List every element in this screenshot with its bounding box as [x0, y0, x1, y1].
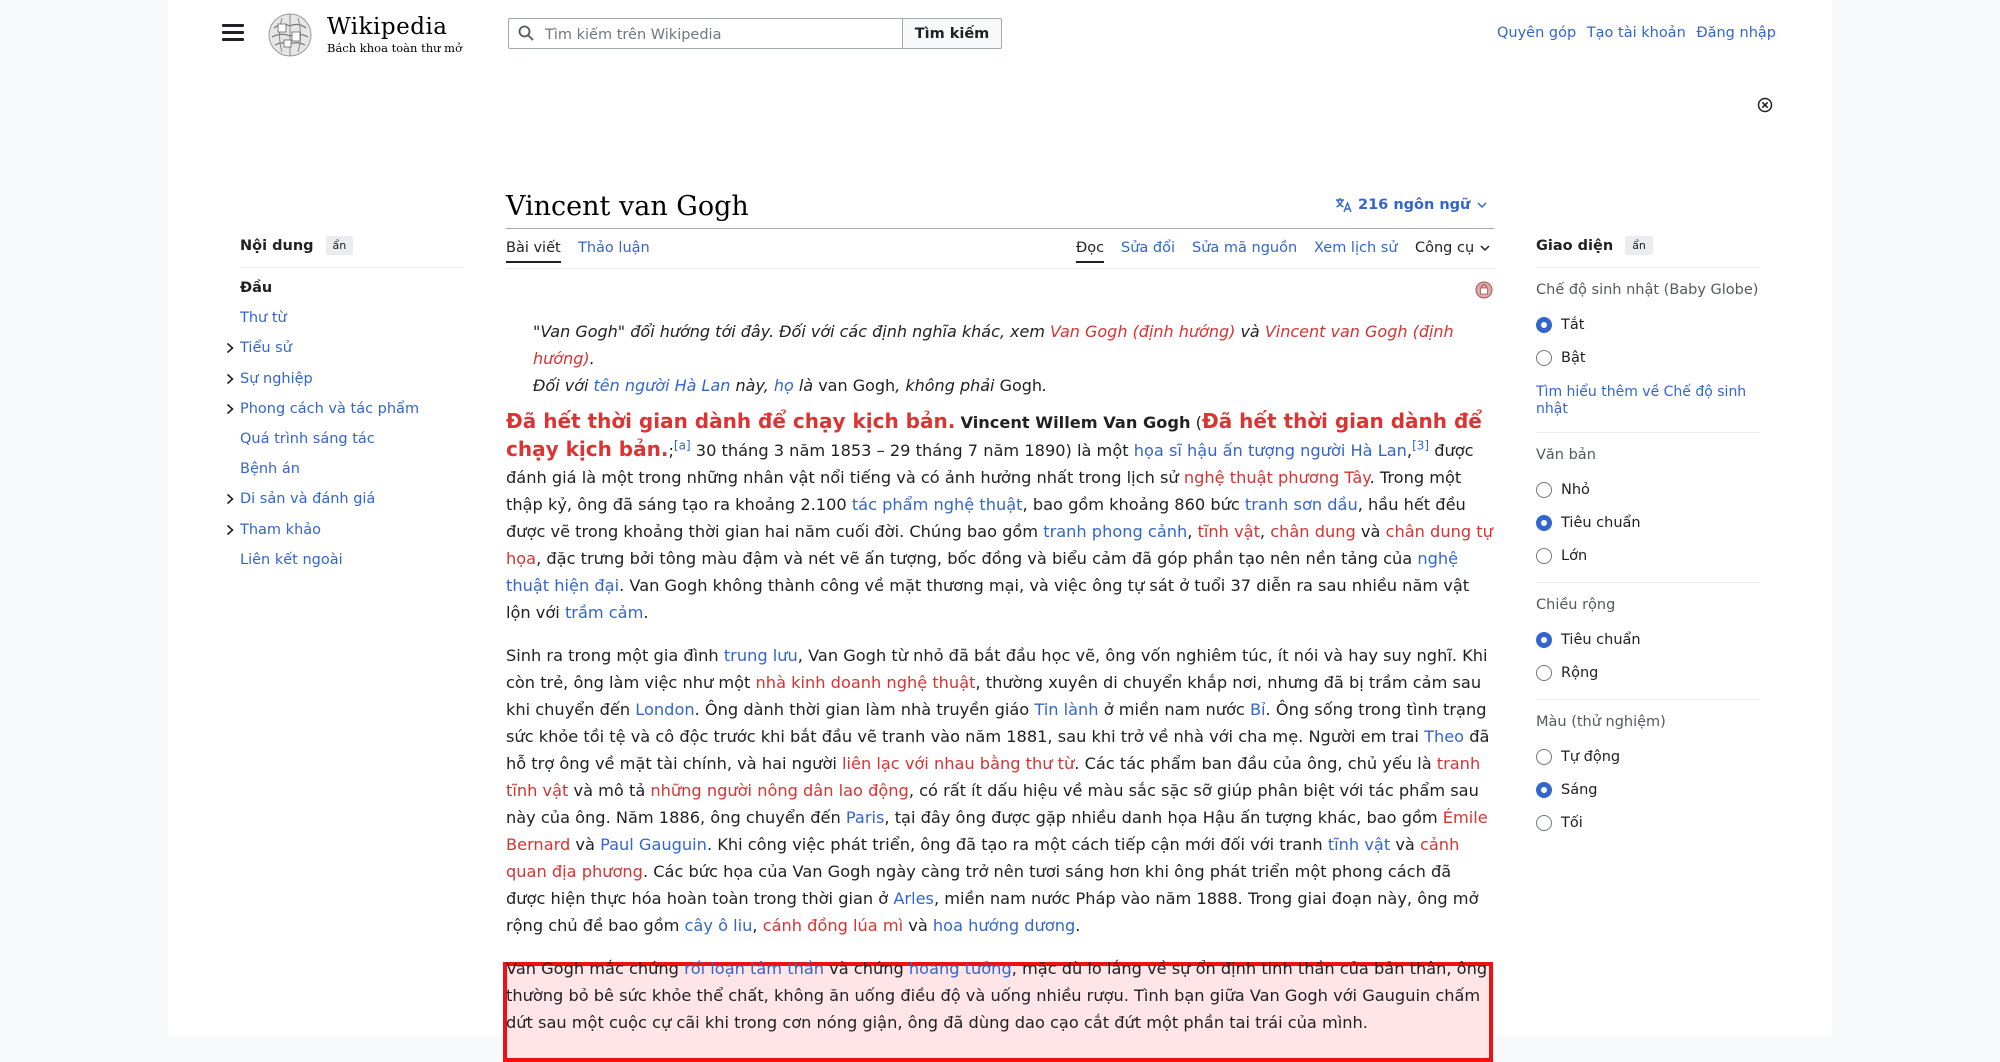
width-label: Chiều rộng: [1536, 597, 1616, 613]
wikipedia-globe-logo[interactable]: [264, 10, 316, 58]
article-link[interactable]: Paris: [845, 808, 885, 827]
toc-item-biography[interactable]: Tiểu sử: [240, 340, 464, 370]
article-link[interactable]: Paul Gauguin: [600, 835, 707, 854]
page-title: Vincent van Gogh: [506, 191, 749, 222]
article-link[interactable]: cánh đồng lúa mì: [762, 916, 904, 935]
article-link[interactable]: nghệ thuật phương Tây: [1183, 468, 1370, 487]
article-link[interactable]: Tin lành: [1034, 700, 1099, 719]
toc-item-career[interactable]: Sự nghiệp: [240, 371, 464, 401]
tab-article[interactable]: Bài viết: [506, 240, 561, 263]
article-link[interactable]: Theo: [1424, 727, 1465, 746]
chevron-down-icon: [1475, 199, 1489, 211]
birthday-option-on[interactable]: Bật: [1536, 341, 1760, 374]
hatnote-link[interactable]: tên người Hà Lan: [593, 376, 731, 395]
toc-item-external-links[interactable]: Liên kết ngoài: [240, 551, 343, 568]
article-link[interactable]: trầm cảm: [564, 603, 644, 622]
tools-label: Công cụ: [1415, 240, 1475, 256]
article-link[interactable]: tranh phong cảnh: [1043, 522, 1188, 541]
hatnote: [533, 318, 1493, 399]
radio-unselected[interactable]: [1536, 815, 1552, 831]
wordmark-tagline: Bách khoa toàn thư mở: [327, 41, 463, 55]
highlighted-paragraph: Van Gogh mắc chứng rối loạn tâm thần và chứng hoang tưởng, mặc dù lo lắng về sự ổn định tinh thần của bản thân, ông thường bỏ bê sức khỏe thể chất, không ăn uống điều độ và uống nhiều rượu. Tình bạn giữa Van Gogh với Gauguin chấm dứt sau một cuộc cự cãi khi trong cơn nóng giận, ông đã dùng dao cạo cắt đứt một phần tai trái của mình.: [506, 959, 1488, 1032]
color-option-light[interactable]: Sáng: [1536, 773, 1760, 806]
appearance-hide-button[interactable]: ẩn: [1625, 236, 1653, 255]
script-error: Đã hết thời gian dành để chạy kịch bản.: [506, 409, 1482, 461]
color-label: Màu (thử nghiệm): [1536, 714, 1666, 730]
article-link[interactable]: những người nông dân lao động: [650, 781, 909, 800]
hatnote-redirect: "Van Gogh" đổi hướng tới đây. Đối với các định nghĩa khác, xem Van Gogh (định hướng) và Vincent van Gogh (định hướng).: [533, 322, 1454, 368]
toc-title: Nội dung: [240, 237, 314, 254]
article-link[interactable]: nhà kinh doanh nghệ thuật: [755, 673, 976, 692]
tab-edit[interactable]: Sửa đổi: [1121, 240, 1175, 256]
chevron-down-icon: [1478, 242, 1492, 254]
chevron-right-icon[interactable]: [224, 403, 236, 415]
radio-unselected[interactable]: [1536, 548, 1552, 564]
close-banner-icon[interactable]: [1757, 97, 1773, 113]
text-option-small[interactable]: Nhỏ: [1536, 473, 1760, 506]
article-link[interactable]: trung lưu: [723, 646, 798, 665]
color-option-auto[interactable]: Tự động: [1536, 740, 1760, 773]
radio-unselected[interactable]: [1536, 665, 1552, 681]
toc-item-top[interactable]: Đầu: [240, 280, 273, 296]
chevron-right-icon[interactable]: [224, 373, 236, 385]
article-link[interactable]: tranh sơn dầu: [1244, 495, 1358, 514]
article-link[interactable]: tranh tĩnh vật: [506, 754, 1481, 800]
donate-link[interactable]: Quyên góp: [1497, 25, 1577, 41]
hatnote-link[interactable]: họ: [773, 376, 794, 395]
article-link[interactable]: tác phẩm nghệ thuật: [851, 495, 1023, 514]
article-link[interactable]: London: [635, 700, 695, 719]
article-link[interactable]: rối loạn tâm thần: [684, 959, 825, 978]
article-link[interactable]: tĩnh vật: [1197, 522, 1260, 541]
search-input[interactable]: [543, 23, 887, 47]
article-link[interactable]: liên lạc với nhau bằng thư từ: [842, 754, 1075, 773]
search-button[interactable]: Tìm kiếm: [902, 18, 1002, 49]
radio-unselected[interactable]: [1536, 350, 1552, 366]
wikipedia-wordmark[interactable]: [327, 14, 462, 55]
article-link[interactable]: Émile Bernard: [506, 808, 1488, 854]
article-link[interactable]: hoa hướng dương: [932, 916, 1076, 935]
toc-item-letters[interactable]: Thư từ: [240, 310, 287, 327]
birthday-option-off[interactable]: Tắt: [1536, 308, 1760, 341]
article-link[interactable]: nghệ thuật hiện đại: [506, 549, 1459, 595]
radio-selected[interactable]: [1536, 515, 1552, 531]
toc-hide-button[interactable]: ẩn: [326, 236, 354, 255]
article-link[interactable]: chân dung: [1270, 522, 1356, 541]
table-of-contents: [240, 236, 464, 582]
color-option-dark[interactable]: Tối: [1536, 806, 1760, 839]
radio-unselected[interactable]: [1536, 482, 1552, 498]
body-paragraph: Sinh ra trong một gia đình trung lưu, Van Gogh từ nhỏ đã bắt đầu học vẽ, ông vốn nghiêm túc, ít nói và hay suy nghĩ. Khi còn trẻ, ông làm việc như một nhà kinh doanh nghệ thuật, thường xuyên di chuyển khắp nơi, nhưng đã bị trầm cảm sau khi chuyển đến London. Ông dành thời gian làm nhà truyền giáo Tin lành ở miền nam nước Bỉ. Ông sống trong tình trạng sức khỏe tồi tệ và cô độc trước khi bắt đầu vẽ tranh vào năm 1881, sau khi trở về nhà với cha mẹ. Người em trai Theo đã hỗ trợ ông về mặt tài chính, và hai người liên lạc với nhau bằng thư từ. Các tác phẩm ban đầu của ông, chủ yếu là tranh tĩnh vật và mô tả những người nông dân lao động, có rất ít dấu hiệu về màu sắc sặc sỡ giúp phân biệt với tác phẩm sau này của ông. Năm 1886, ông chuyển đến Paris, tại đây ông được gặp nhiều danh họa Hậu ấn tượng khác, bao gồm Émile Bernard và Paul Gauguin. Khi công việc phát triển, ông đã tạo ra một cách tiếp cận mới đối với tranh tĩnh vật và cảnh quan địa phương. Các bức họa của Van Gogh ngày càng trở nên tươi sáng hơn khi ông phát triển một phong cách đã được hiện thực hóa hoàn toàn trong thời gian ở Arles, miền nam nước Pháp vào năm 1888. Trong giai đoạn này, ông mở rộng chủ đề bao gồm cây ô liu, cánh đồng lúa mì và hoa hướng dương.: [506, 646, 1490, 935]
tab-talk[interactable]: Thảo luận: [578, 240, 650, 256]
text-option-standard[interactable]: Tiêu chuẩn: [1536, 506, 1760, 539]
lead-name: Vincent Willem Van Gogh: [960, 413, 1191, 432]
wordmark-title: Wikipedia: [327, 14, 448, 40]
divider: [1536, 432, 1760, 433]
toc-item-medical-history[interactable]: Bệnh án: [240, 461, 300, 478]
width-option-standard[interactable]: Tiêu chuẩn: [1536, 623, 1760, 656]
hatnote-name-order: Đối với tên người Hà Lan này, họ là van Gogh, không phải Gogh.: [533, 376, 1048, 395]
radio-selected[interactable]: [1536, 317, 1552, 333]
toc-item-legacy[interactable]: Di sản và đánh giá: [240, 491, 464, 521]
tab-history[interactable]: Xem lịch sử: [1314, 240, 1398, 256]
tab-edit-source[interactable]: Sửa mã nguồn: [1192, 240, 1298, 256]
article-link[interactable]: hoang tưởng: [908, 959, 1012, 978]
article-link[interactable]: cảnh quan địa phương: [506, 835, 1460, 881]
tab-tools[interactable]: [1415, 240, 1492, 256]
toc-item-style-works[interactable]: Phong cách và tác phẩm: [240, 401, 464, 431]
article-link[interactable]: tĩnh vật: [1327, 835, 1391, 854]
lead-paragraph: Đã hết thời gian dành để chạy kịch bản. Vincent Willem Van Gogh (Đã hết thời gian dành để chạy kịch bản.;[a] 30 tháng 3 năm 1853 – 29 tháng 7 năm 1890) là một họa sĩ hậu ấn tượng người Hà Lan,[3] được đánh giá là một trong những nhân vật nổi tiếng và có ảnh hưởng nhất trong lịch sử nghệ thuật phương Tây. Trong một thập kỷ, ông đã sáng tạo ra khoảng 2.100 tác phẩm nghệ thuật, bao gồm khoảng 860 bức tranh sơn dầu, hầu hết đều được vẽ trong khoảng thời gian hai năm cuối đời. Chúng bao gồm tranh phong cảnh, tĩnh vật, chân dung và chân dung tự họa, đặc trưng bởi tông màu đậm và nét vẽ ấn tượng, bốc đồng và biểu cảm đã góp phần tạo nên nền tảng của nghệ thuật hiện đại. Van Gogh không thành công về mặt thương mại, và việc ông tự sát ở tuổi 37 diễn ra sau nhiều năm vật lộn với trầm cảm.: [506, 409, 1493, 622]
title-divider: [506, 228, 1494, 229]
birthday-mode-label: Chế độ sinh nhật (Baby Globe): [1536, 282, 1759, 298]
create-account-link[interactable]: Tạo tài khoản: [1586, 25, 1686, 41]
appearance-panel: [1536, 236, 1760, 839]
search-box[interactable]: [508, 18, 902, 49]
footnote-ref[interactable]: [3]: [1412, 438, 1430, 453]
search-icon: [518, 25, 534, 41]
article-link[interactable]: chân dung tự họa: [506, 522, 1493, 568]
divider: [1536, 699, 1760, 700]
toc-item-creative-process[interactable]: Quá trình sáng tác: [240, 430, 375, 447]
hatnote-link[interactable]: Vincent van Gogh (định hướng): [533, 322, 1454, 368]
language-selector[interactable]: [1335, 197, 1494, 213]
tabs-divider: [506, 268, 1494, 269]
chevron-right-icon[interactable]: [224, 524, 236, 536]
hatnote-link[interactable]: Van Gogh (định hướng): [1050, 322, 1236, 341]
appearance-title: Giao diện: [1536, 237, 1614, 254]
login-link[interactable]: Đăng nhập: [1696, 25, 1776, 41]
article-link[interactable]: Bỉ: [1249, 700, 1266, 719]
footnote-ref[interactable]: [a]: [673, 438, 691, 453]
page-tabs: [506, 240, 1494, 268]
width-option-wide[interactable]: Rộng: [1536, 656, 1760, 689]
article-body: [506, 408, 1494, 1052]
birthday-learn-more-link[interactable]: Tìm hiểu thêm về Chế độ sinh nhật: [1536, 384, 1747, 417]
script-error: Đã hết thời gian dành để chạy kịch bản.: [506, 409, 956, 433]
radio-unselected[interactable]: [1536, 749, 1552, 765]
main-menu-icon[interactable]: [222, 24, 244, 42]
toc-item-references[interactable]: Tham khảo: [240, 522, 464, 552]
radio-selected[interactable]: [1536, 782, 1552, 798]
divider: [1536, 582, 1760, 583]
article-link[interactable]: họa sĩ hậu ấn tượng người Hà Lan: [1133, 441, 1407, 460]
chevron-right-icon[interactable]: [224, 493, 236, 505]
personal-tools: [1497, 25, 1782, 41]
article-link[interactable]: Arles: [893, 889, 934, 908]
protection-lock-icon[interactable]: [1474, 279, 1494, 299]
tab-read[interactable]: Đọc: [1076, 240, 1104, 263]
language-count: 216 ngôn ngữ: [1358, 197, 1471, 213]
text-size-label: Văn bản: [1536, 447, 1596, 463]
article-link[interactable]: cây ô liu: [684, 916, 753, 935]
text-option-large[interactable]: Lớn: [1536, 539, 1760, 572]
chevron-right-icon[interactable]: [224, 342, 236, 354]
radio-selected[interactable]: [1536, 632, 1552, 648]
language-icon: [1335, 197, 1353, 213]
